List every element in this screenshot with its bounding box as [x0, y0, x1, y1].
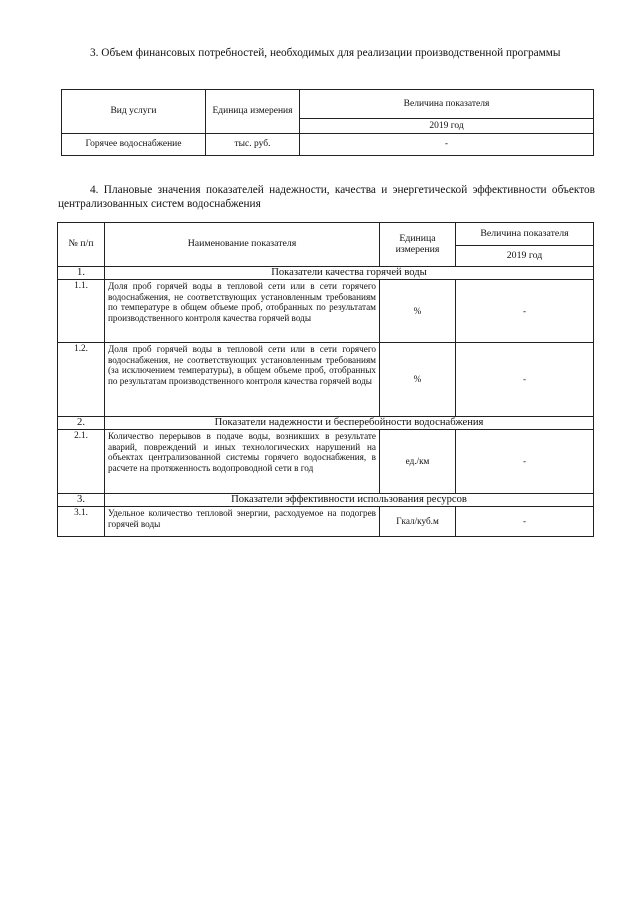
row-value: - [456, 430, 594, 494]
indicators-table [57, 222, 594, 537]
header-value: Величина показателя [456, 223, 594, 246]
header-year: 2019 год [300, 119, 594, 134]
row-name: Доля проб горячей воды в тепловой сети или в сети горячего водоснабжения, не соответствующих установленным требованиям (за исключением температуры), в общем объеме проб, отобранных по результатам производственного контроля качества горячей воды [105, 343, 380, 417]
table-row [58, 280, 594, 343]
row-unit: % [380, 343, 456, 417]
financial-needs-table [61, 89, 594, 156]
header-unit: Единица измерения [380, 223, 456, 267]
row-name: Удельное количество тепловой энергии, расходуемое на подогрев горячей воды [105, 507, 380, 537]
table-row [58, 507, 594, 537]
row-num: 1.2. [58, 343, 105, 417]
cell-value: - [300, 134, 594, 156]
header-value: Величина показателя [300, 90, 594, 119]
section3-title: 3. Объем финансовых потребностей, необходимых для реализации производственной программы [90, 47, 561, 59]
table-row [62, 134, 594, 156]
group-num: 2. [58, 417, 105, 430]
group-title: Показатели качества горячей воды [105, 267, 594, 280]
row-unit: ед./км [380, 430, 456, 494]
group-num: 1. [58, 267, 105, 280]
header-service: Вид услуги [62, 90, 206, 134]
cell-service: Горячее водоснабжение [62, 134, 206, 156]
row-name: Количество перерывов в подаче воды, возникших в результате аварий, повреждений и иных технологических нарушений на объектах централизованной системы горячего водоснабжения, в расчете на протяженность водопроводной сети в год [105, 430, 380, 494]
header-unit: Единица измерения [206, 90, 300, 134]
group-title: Показатели эффективности использования ресурсов [105, 494, 594, 507]
cell-unit: тыс. руб. [206, 134, 300, 156]
table-row [58, 343, 594, 417]
row-name: Доля проб горячей воды в тепловой сети или в сети горячего водоснабжения, не соответствующих установленным требованиям по температуре в общем объеме проб, отобранных по результатам производственного контроля качества горячей воды [105, 280, 380, 343]
header-name: Наименование показателя [105, 223, 380, 267]
group-header-row [58, 494, 594, 507]
group-header-row [58, 267, 594, 280]
row-value: - [456, 280, 594, 343]
table-row [58, 430, 594, 494]
row-unit: Гкал/куб.м [380, 507, 456, 537]
row-num: 1.1. [58, 280, 105, 343]
row-unit: % [380, 280, 456, 343]
section4-title: 4. Плановые значения показателей надежности, качества и энергетической эффективности объектов централизованных систем водоснабжения [58, 184, 595, 210]
row-value: - [456, 343, 594, 417]
row-num: 2.1. [58, 430, 105, 494]
header-num: № п/п [58, 223, 105, 267]
row-value: - [456, 507, 594, 537]
group-num: 3. [58, 494, 105, 507]
header-year: 2019 год [456, 246, 594, 267]
group-title: Показатели надежности и бесперебойности водоснабжения [105, 417, 594, 430]
group-header-row [58, 417, 594, 430]
row-num: 3.1. [58, 507, 105, 537]
